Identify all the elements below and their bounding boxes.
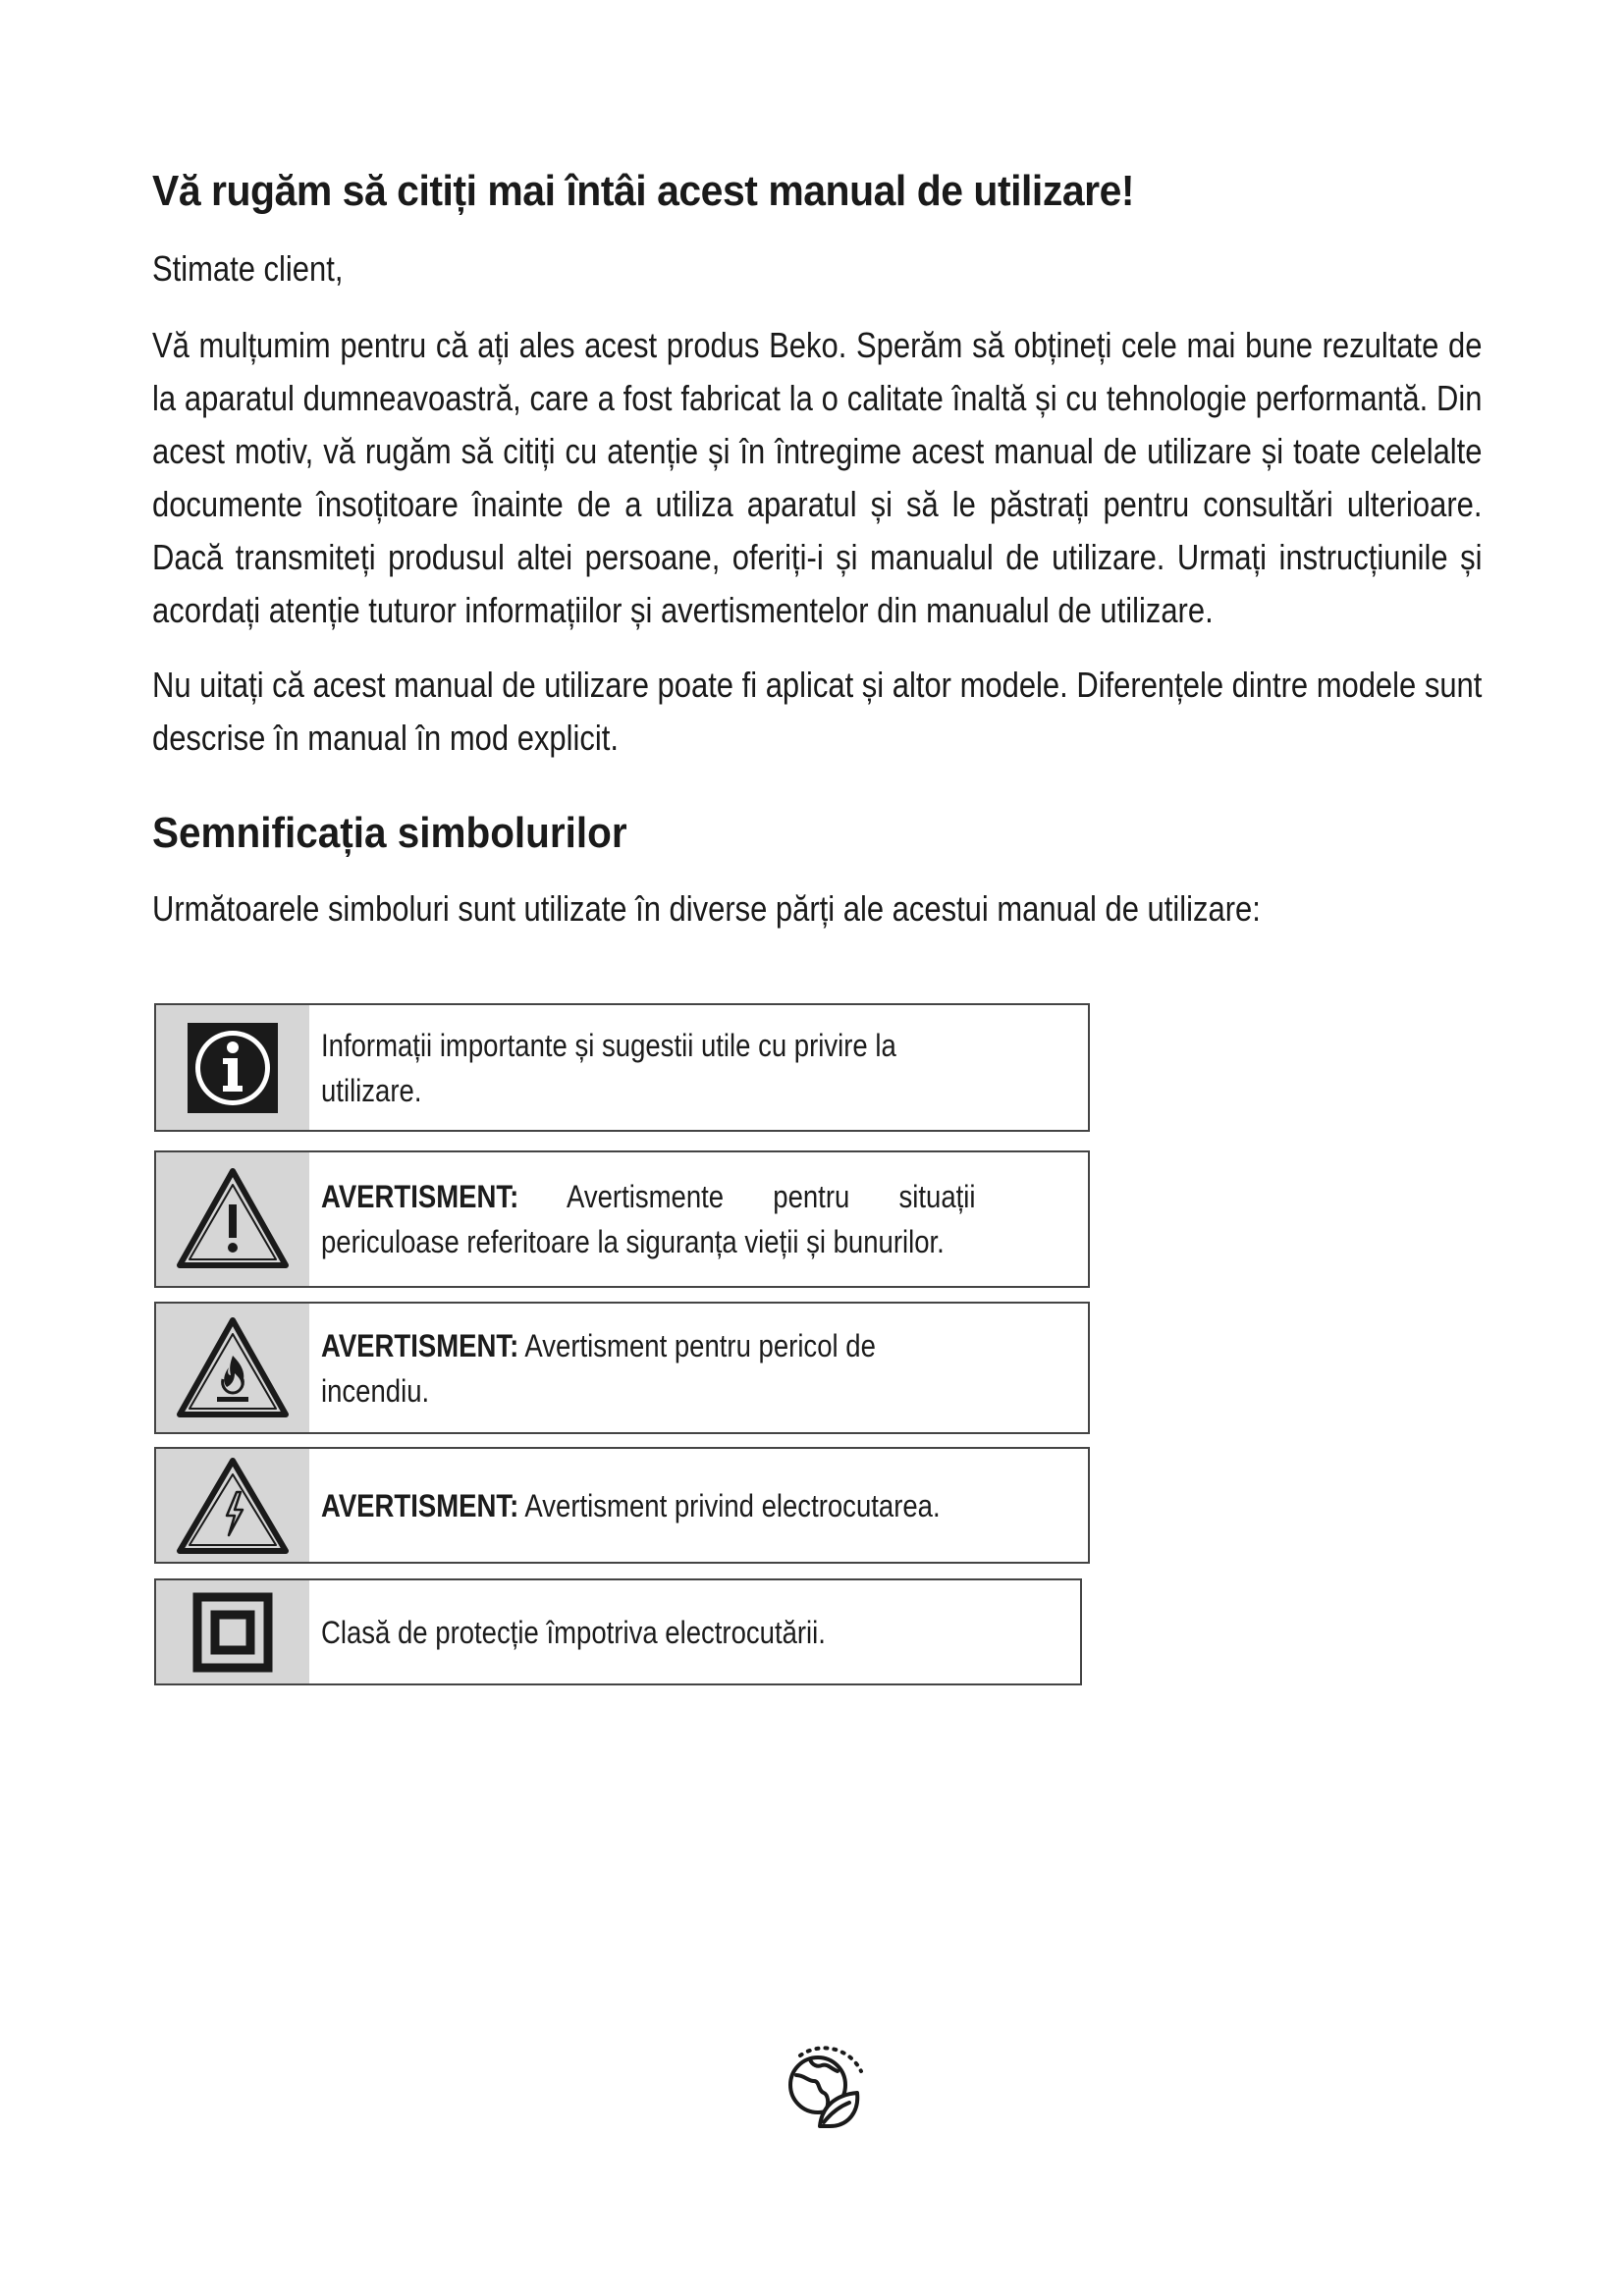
symbol-row-info <box>154 1003 1090 1132</box>
symbol-text-fire: Avertisment pentru pericol de incendiu. <box>321 1327 876 1409</box>
symbol-text-protection-class: Clasă de protecție împotriva electrocutării. <box>321 1614 826 1650</box>
fire-hazard-icon <box>156 1304 309 1432</box>
info-icon <box>156 1005 309 1130</box>
warning-triangle-icon <box>156 1152 309 1286</box>
symbol-text-info: Informații importante și sugestii utile cu privire la utilizare. <box>321 1027 896 1108</box>
symbol-electric-label: AVERTISMENT: <box>321 1487 519 1523</box>
symbol-text-electric: Avertisment privind electrocutarea. <box>518 1487 941 1523</box>
page-title: Vă rugăm să citiți mai întâi acest manual de utilizare! <box>152 167 1135 215</box>
symbol-fire-label: AVERTISMENT: <box>321 1327 519 1363</box>
electric-shock-icon <box>156 1449 309 1562</box>
symbol-row-electric <box>154 1447 1090 1564</box>
intro-paragraph: Vă mulțumim pentru că ați ales acest produs Beko. Sperăm să obțineți cele mai bune rezultate de la aparatul dumneavoastră, care a fost fabricat la o calitate înaltă și cu tehnologie performantă. Din acest motiv, vă rugăm să citiți cu atenție și în întregime acest manual de utilizare și toate celelalte documente însoțitoare înainte de a utiliza aparatul și să le păstrați pentru consultări ulterioare. Dacă transmiteți produsul altei persoane, oferiți-i și manualul de utilizare. Urmați instrucțiunile și acordați atenție tuturor informațiilor și avertismentelor din manualul de utilizare. <box>152 325 1483 630</box>
eco-globe-leaf-icon <box>771 2032 879 2140</box>
greeting: Stimate client, <box>152 248 344 289</box>
page-content <box>152 162 1483 935</box>
symbol-text-warning: Avertismente pentru situații periculoase referitoare la siguranța vieții și bunurilor. <box>321 1179 976 1259</box>
symbol-row-fire <box>154 1302 1090 1434</box>
symbol-row-warning <box>154 1150 1090 1288</box>
double-insulation-icon <box>156 1580 309 1683</box>
symbols-intro: Următoarele simboluri sunt utilizate în diverse părți ale acestui manual de utilizare: <box>152 888 1261 929</box>
symbol-row-protection-class <box>154 1578 1082 1685</box>
symbol-warning-label: AVERTISMENT: <box>321 1179 519 1214</box>
symbols-heading: Semnificația simbolurilor <box>152 809 627 857</box>
note-paragraph: Nu uitați că acest manual de utilizare poate fi aplicat și altor modele. Diferențele dintre modele sunt descrise în manual în mod explicit. <box>152 665 1483 758</box>
